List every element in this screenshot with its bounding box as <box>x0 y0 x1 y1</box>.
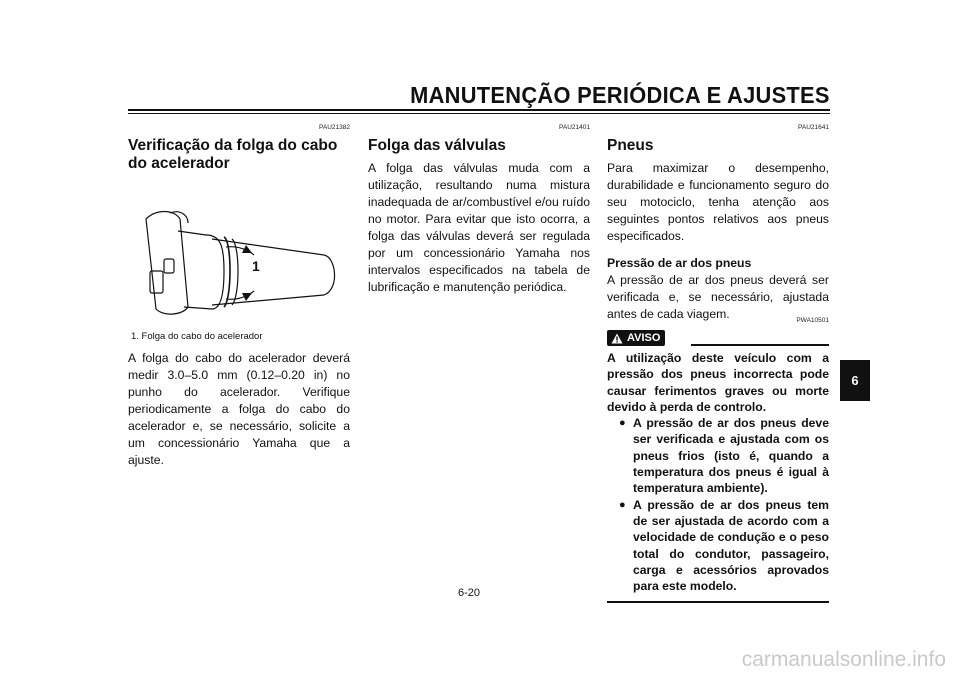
warning-header <box>607 317 829 347</box>
tire-pressure-body: A pressão de ar dos pneus deverá ser verificada e, se necessário, ajustada antes de cada viagem. <box>607 273 829 321</box>
section-code: PAU21382 <box>319 124 350 131</box>
page-header-title: MANUTENÇÃO PERIÓDICA E AJUSTES <box>410 82 830 108</box>
header-rule-thick <box>128 109 830 111</box>
column-valve-clearance <box>368 124 590 296</box>
page-number: 6-20 <box>458 587 481 599</box>
warning-end-rule <box>607 601 829 603</box>
warning-text: A utilização deste veículo com a pressão dos pneus incorrecta pode causar ferimentos graves ou morte devido à perda de controlo. <box>607 351 829 414</box>
warning-bullet <box>607 497 829 595</box>
chapter-tab: 6 <box>840 360 870 401</box>
section-title-tires: Pneus <box>607 137 654 154</box>
warning-bullet-text: A pressão de ar dos pneus deve ser verificada e ajustada com os pneus frios (isto é, quando a temperatura dos pneus é igual à temperatura ambiente). <box>633 416 829 496</box>
section-title-throttle: Verificação da folga do cabo do acelerador <box>128 137 338 172</box>
bullet-dot: ● <box>619 498 626 511</box>
figure-caption: 1. Folga do cabo do acelerador <box>131 331 263 342</box>
column-tires <box>607 124 829 603</box>
warning-bullet <box>607 415 829 496</box>
column-throttle-cable <box>128 124 350 469</box>
tire-pressure-heading: Pressão de ar dos pneus <box>607 256 752 270</box>
header-rule-thin <box>128 113 830 114</box>
warning-bullet-text: A pressão de ar dos pneus tem de ser ajustada de acordo com a velocidade de condução e o peso total do condutor, passageiro, carga e acessórios aprovados para este modelo. <box>633 497 829 594</box>
throttle-grip-illustration <box>128 179 350 319</box>
bullet-dot: ● <box>619 417 626 430</box>
warning-label: AVISO <box>627 332 661 344</box>
warning-badge <box>607 330 665 346</box>
figure-callout-1: 1 <box>252 258 260 274</box>
throttle-grip-figure <box>128 179 350 319</box>
valves-body-text: A folga das válvulas muda com a utilização, resultando numa mistura inadequada de ar/combustível e/ou ruído no motor. Para evitar que isto ocorra, a folga das válvulas deverá ser regulada por um concessionário Yamaha nos intervalos especificados na tabela de lubrificação e manutenção periódica. <box>368 161 590 294</box>
tires-body-text: Para maximizar o desempenho, durabilidade e funcionamento seguro do seu motociclo, tenha atenção aos seguintes pontos relativos aos pneus especificados. <box>607 161 829 243</box>
section-title-valves: Folga das válvulas <box>368 137 506 154</box>
watermark: carmanualsonline.info <box>741 648 946 671</box>
warning-code: PWA10501 <box>796 317 829 324</box>
section-code: PAU21401 <box>559 124 590 131</box>
section-code: PAU21641 <box>798 124 829 131</box>
warning-rule <box>691 344 829 346</box>
warning-triangle-icon <box>611 333 623 344</box>
throttle-body-text: A folga do cabo do acelerador deverá medir 3.0–5.0 mm (0.12–0.20 in) no punho do acelerador. Verifique periodicamente a folga do cabo do acelerador e, se necessário, solicite a um concessionário Yamaha que a ajuste. <box>128 351 350 467</box>
